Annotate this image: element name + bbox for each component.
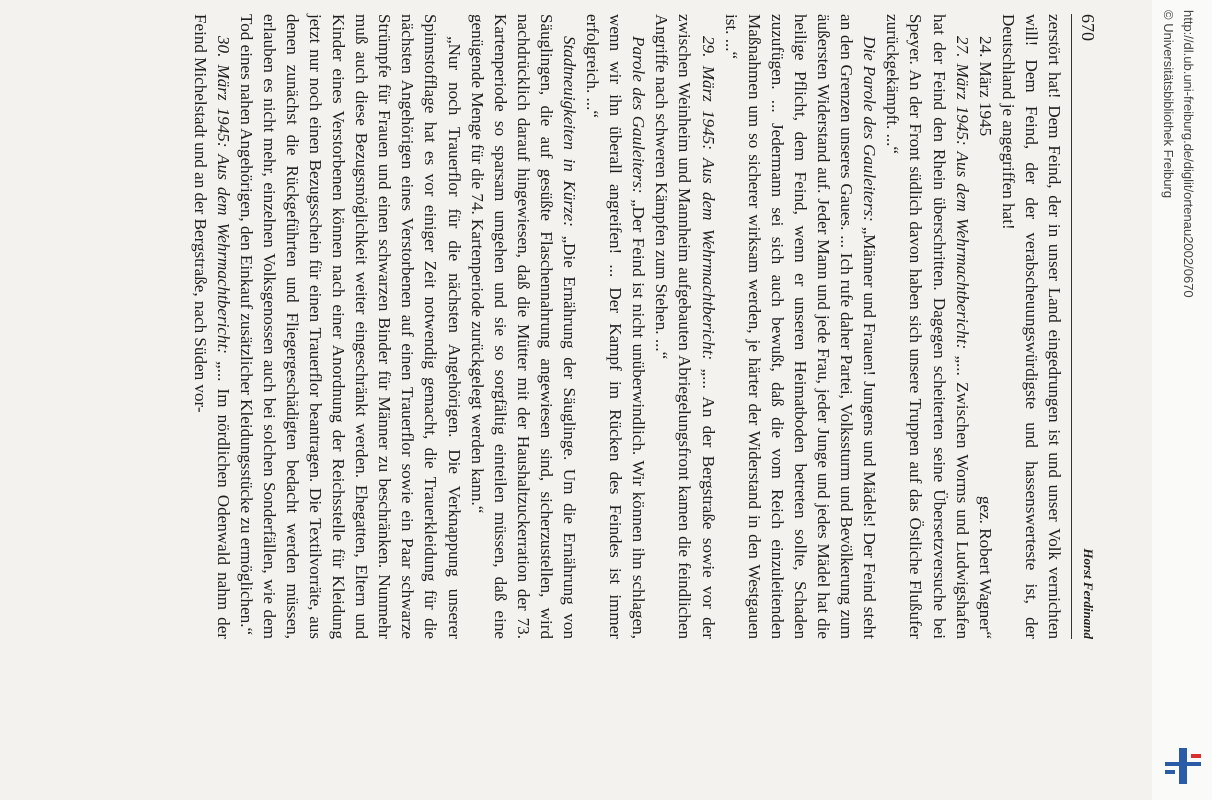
paragraph-3-text: „Männer und Frauen! Jungens und Mädels! Der Feind steht an den Grenzen unseres Gaues. ... Ich rufe daher Partei, Volkssturm und Bevölkerung zum äußersten Widerstand auf. Jeder Mann und jede Frau, jeder Junge und jedes Mädel hat die heilige Pflicht, dem Feind, wenn er unseren Heimatboden betreten sollte, Schaden zuzufügen. ... Jedermann sei sich auch bewußt, daß die vom Reich einzuleitenden Maßnahmen um so sicherer wirksam werden, je härter der Widerstand in den Westgauen ist. ...“ (721, 14, 880, 639)
signature-date: 24. März 1945 (975, 36, 995, 137)
paragraph-2 (881, 14, 973, 639)
rotated-page-content (74, 14, 1104, 714)
signature-name: gez. Robert Wagner“ (975, 495, 995, 639)
paragraph-7: „Nur noch Trauerflor für die nächsten Angehörigen. Die Verknappung unserer Spinnstofflage hat es vor einiger Zeit notwendig gemacht, die Trauerkleidung für die nächsten Angehörigen eines Verstorbenen auf einen Trauerflor sowie ein Paar schwarze Strümpfe für Frauen und einen schwarzen Binder für Männer zu beschränken. Nunmehr muß auch diese Bezugsmöglichkeit weiter eingeschränkt werden. Ehegatten, Eltern und Kinder eines Verstorbenen können nach einer Anordnung der Reichsstelle für Kleidung jetzt nur noch einen Bezugsschein für einen Trauerflor beantragen. Die Textilvorräte, aus denen zunächst die Rückgeführten und Fliegergeschädigten bedacht werden müssen, erlauben es nicht mehr, einzelnen Volksgenossen auch bei solchen Sonderfällen, wie dem Tod eines nahen Angehörigen, den Einkauf zusätzlicher Kleidungsstücke zu ermöglichen.“ (236, 14, 464, 639)
paragraph-1: zerstört hat! Dem Feind, der in unser Land eingedrungen ist und unser Volk vernichten will! Dem Feind, der der verabscheuungswürdigste und hassenswerteste ist, der Deutschland je angegriffen hat! (998, 14, 1064, 639)
paragraph-6-text: „Die Ernährung der Säuglinge. Um die Ernährung von Säuglingen, die auf gesüßte Flaschennahrung angewiesen sind, sicherzustellen, wird nachdrücklich darauf hingewiesen, daß die Mütter mit der Haushaltzuckerration der 73. Kartenperiode so sparsam umgehen und sie so sorgfältig einteilen müssen, daß eine genügende Menge für die 74. Kartenperiode zurückgelegt werden kann.“ (467, 14, 580, 639)
paragraph-5 (581, 14, 650, 639)
page-header (1071, 14, 1104, 639)
logo-horizontal-bar (1165, 762, 1201, 766)
running-head-author: Horst Ferdinand (1081, 548, 1096, 639)
page-number: 670 (1078, 14, 1098, 41)
paragraph-3 (720, 14, 882, 639)
paragraph-4 (650, 14, 719, 639)
paragraph-8-lead: 30. März 1945: Aus dem Wehrmachtbericht: (213, 36, 233, 354)
paragraph-3-lead: Die Parole des Gauleiters: (860, 36, 880, 222)
paragraph-4-lead: 29. März 1945: Aus dem Wehrmachtbericht: (698, 36, 718, 361)
library-logo-icon (1163, 746, 1203, 786)
paragraph-6 (466, 14, 581, 639)
paragraph-5-lead: Parole des Gauleiters: (629, 36, 649, 194)
paragraph-2-lead: 27. März 1945: Aus dem Wehrmachtbericht: (952, 36, 972, 350)
body-text (188, 14, 1066, 639)
paragraph-2-text: „... Zwischen Worms und Ludwigshafen hat der Feind den Rhein überschritten. Dagegen scheiterten seine Übersetzversuche bei Speyer. An der Front südlich davon haben sich unsere Truppen auf das Östliche Flußufer zurückgekämpft. ...“ (883, 14, 972, 639)
copyright-notice: © Universitätsbibliothek Freiburg (1161, 10, 1176, 199)
paragraph-8-text: „... Im nördlichen Odenwald nahm der Feind Michelstadt und an der Bergstraße, nach Süden vor- (190, 14, 233, 639)
sidebar-text (1158, 10, 1198, 298)
paragraph-8 (188, 14, 234, 639)
paragraph-4-text: „... An der Bergstraße sowie vor der zwischen Weinheim und Mannheim aufgebauten Abriegelungsfront kamen die feindlichen Angriffe nach schweren Kämpfen zum Stehen. ...“ (652, 14, 718, 639)
source-url-link[interactable]: http://dl.ub.uni-freiburg.de/diglit/ortenau2002/0670 (1181, 10, 1196, 298)
logo-left-bar (1165, 770, 1175, 774)
paragraph-5-text: „Der Feind ist nicht unüberwindlich. Wir können ihn schlagen, wenn wir ihn überall angreifen! ... Der Kampf im Rücken des Feindes ist immer erfolgreich. ...“ (583, 14, 649, 639)
signature-line (974, 14, 997, 639)
paragraph-6-lead: Stadtneuigkeiten in Kürze: (560, 36, 580, 227)
logo-accent-bar (1191, 754, 1201, 758)
